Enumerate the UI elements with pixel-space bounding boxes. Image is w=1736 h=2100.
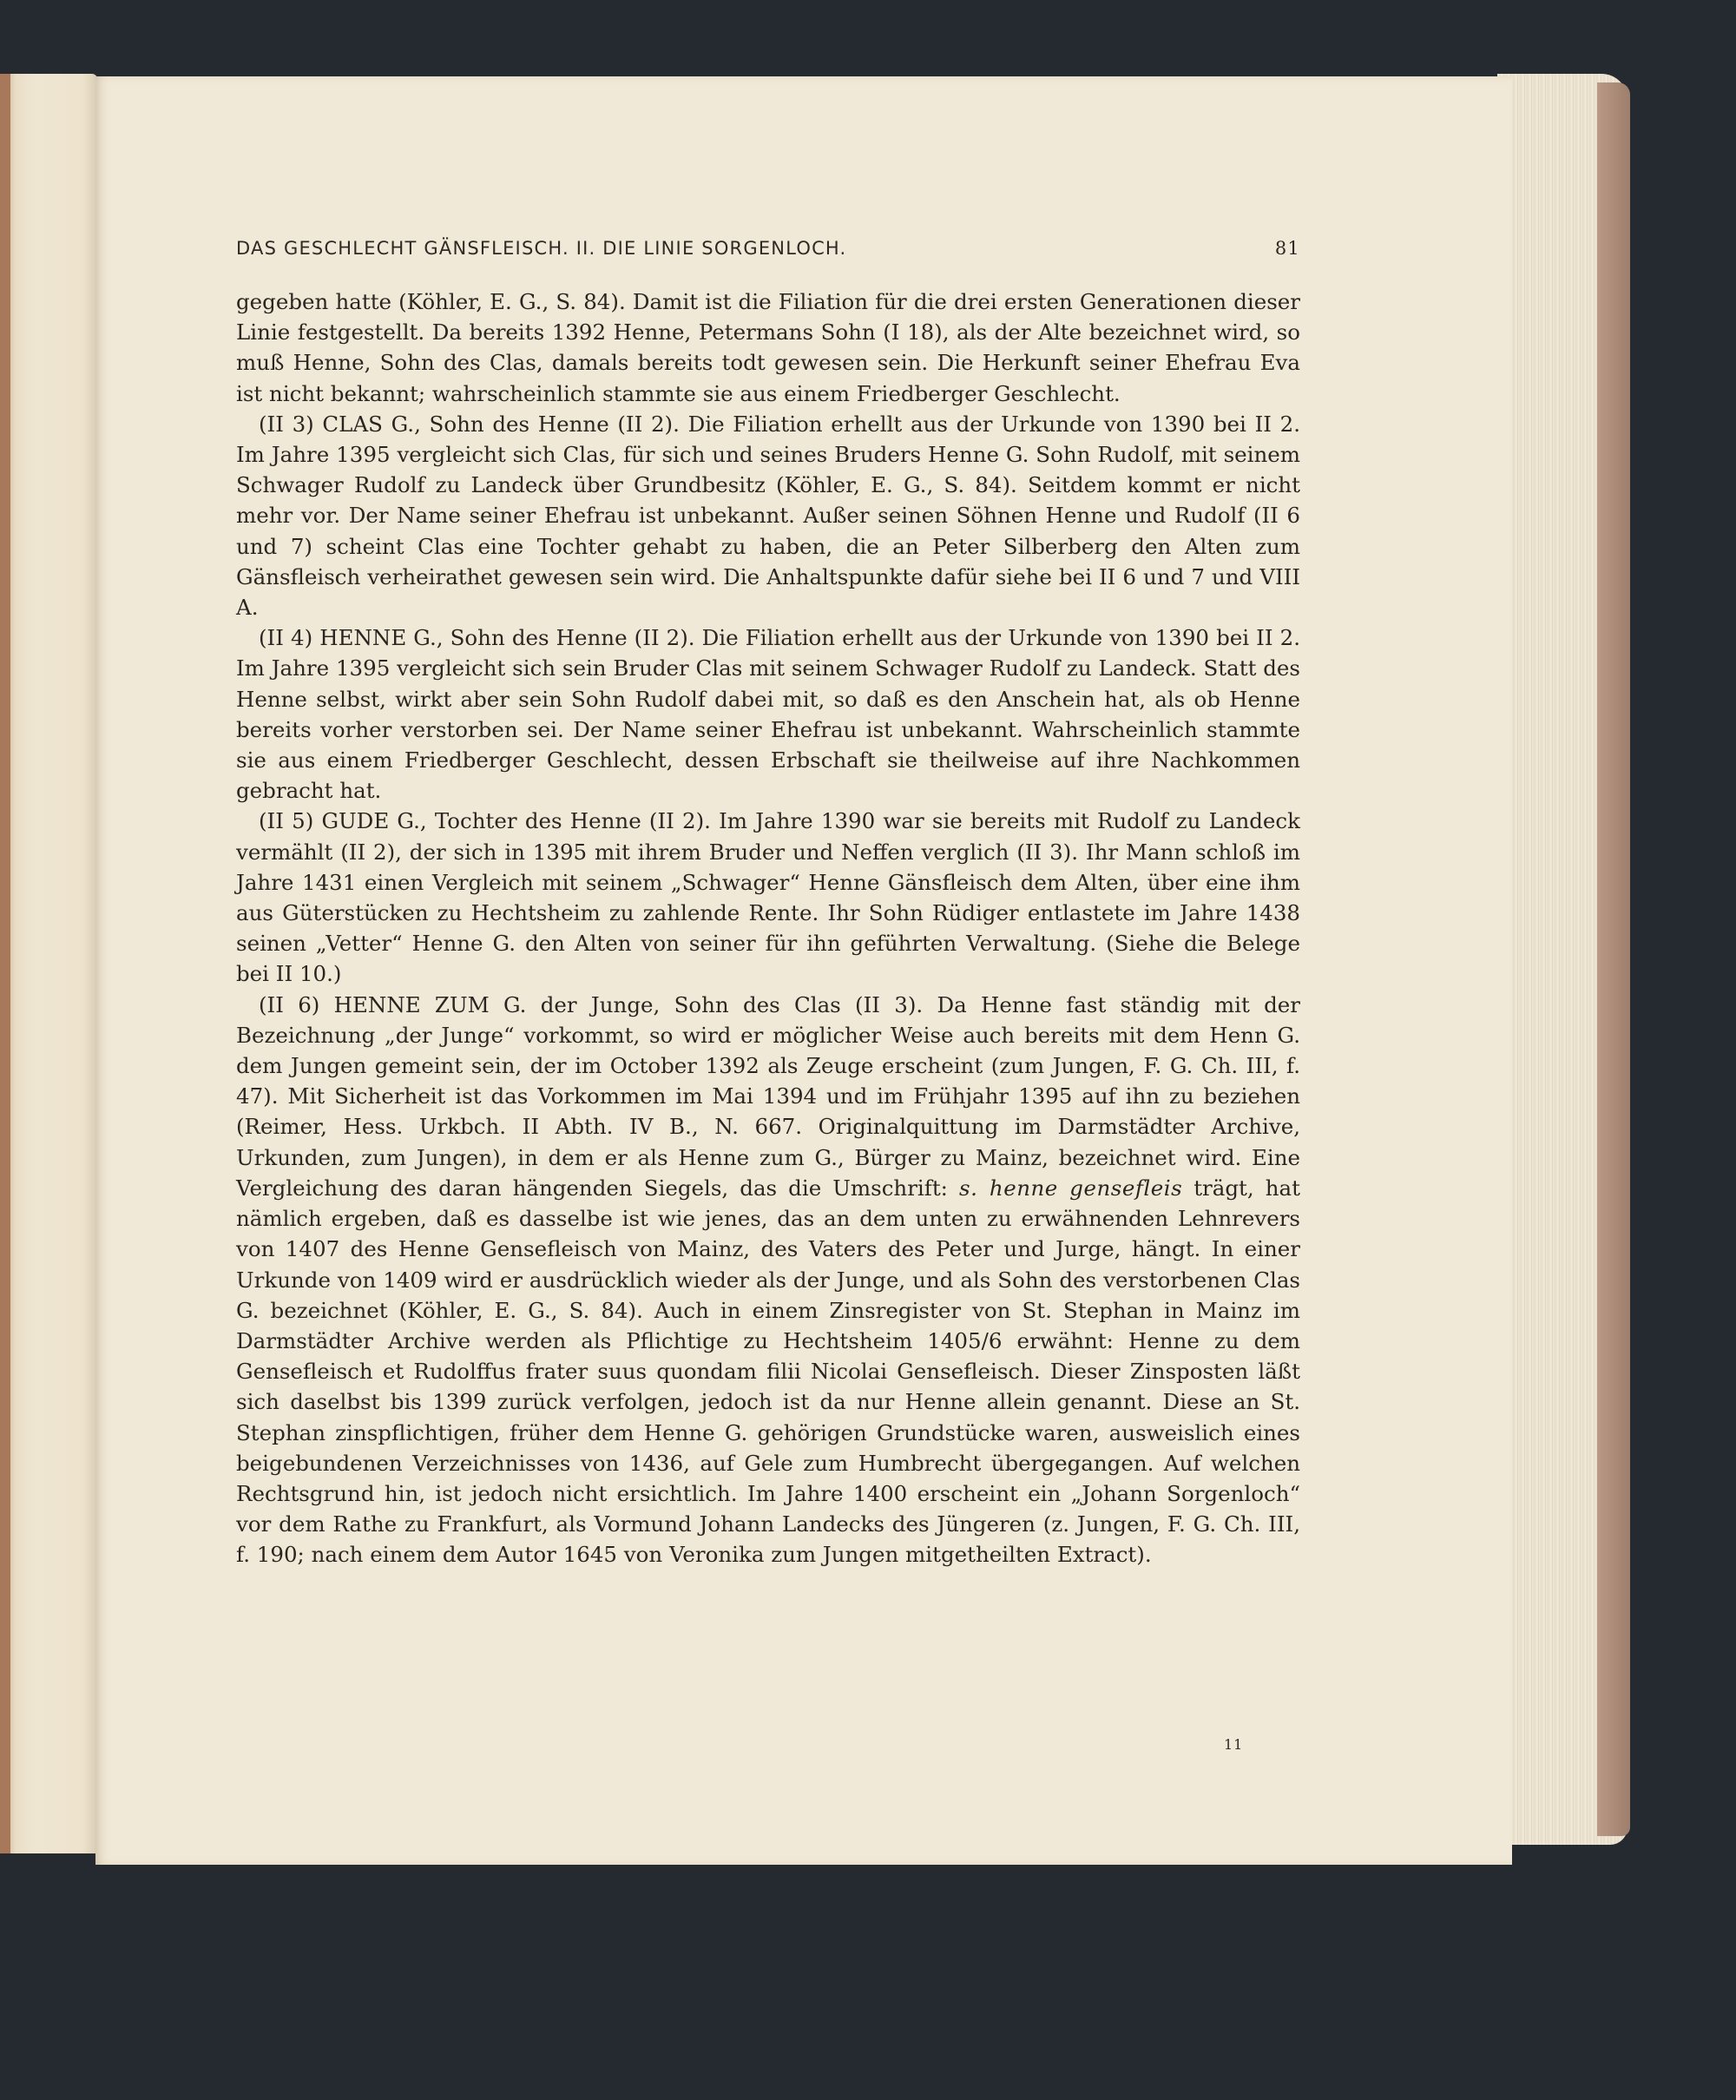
body-text <box>236 286 1300 1570</box>
left-page-edge <box>0 74 97 1853</box>
recto-page <box>95 76 1512 1865</box>
book-cover-board <box>1597 82 1630 1836</box>
paragraph-ii6-henne-der-junge <box>236 990 1300 1570</box>
paragraph-continuation: gegeben hatte (Köhler, E. G., S. 84). Damit ist die Filiation für die drei ersten Generationen dieser Linie festgestellt. Da bereits 1392 Henne, Petermans Sohn (I 18), als der Alte bezeichnet wird, so muß Henne, Sohn des Clas, damals bereits todt gewesen sein. Die Herkunft seiner Ehefrau Eva ist nicht bekannt; wahrscheinlich stammte sie aus einem Friedberger Geschlecht. <box>236 289 1300 406</box>
paragraph-ii6-text-after: trägt, hat nämlich ergeben, daß es dasselbe ist wie jenes, das an dem unten zu erwähnenden Lehnrevers von 1407 des Henne Gensefleisch von Mainz, des Vaters des Peter und Jurge, hängt. In einer Urkunde von 1409 wird er ausdrücklich wieder als der Junge, und als Sohn des verstorbenen Clas G. bezeichnet (Köhler, E. G., S. 84). Auch in einem Zinsregister von St. Stephan in Mainz im Darmstädter Archive werden als Pflichtige zu Hechtsheim 1405/6 erwähnt: Henne zu dem Gensefleisch et Rudolffus frater suus quondam filii Nicolai Gensefleisch. Dieser Zinsposten läßt sich daselbst bis 1399 zurück verfolgen, jedoch ist da nur Henne allein genannt. Diese an St. Stephan zinspflichtigen, früher dem Henne G. gehörigen Grundstücke waren, ausweislich eines beigebundenen Verzeichnisses von 1436, auf Gele zum Humbrecht übergegangen. Auf welchen Rechtsgrund hin, ist jedoch nicht ersichtlich. Im Jahre 1400 erscheint ein „Johann Sorgenloch“ vor dem Rathe zu Frankfurt, als Vormund Johann Landecks des Jüngeren (z. Jungen, F. G. Ch. III, f. 190; nach einem dem Autor 1645 von Veronika zum Jungen mitgetheilten Extract). <box>236 1175 1300 1568</box>
page-number: 81 <box>1274 238 1300 259</box>
seal-inscription-blackletter: s. henne gensefleis <box>959 1175 1183 1201</box>
running-head <box>236 238 1300 273</box>
signature-mark: 11 <box>1224 1736 1244 1753</box>
paragraph-ii3-clas: (II 3) CLAS G., Sohn des Henne (II 2). Die Filiation erhellt aus der Urkunde von 1390 bei II 2. Im Jahre 1395 vergleicht sich Clas, für sich und seines Bruders Henne G. Sohn Rudolf, mit seinem Schwager Rudolf zu Landeck über Grundbesitz (Köhler, E. G., S. 84). Seitdem kommt er nicht mehr vor. Der Name seiner Ehefrau ist unbekannt. Außer seinen Söhnen Henne und Rudolf (II 6 und 7) scheint Clas eine Tochter gehabt zu haben, die an Peter Silberberg den Alten zum Gänsfleisch verheirathet gewesen sein wird. Die Anhaltspunkte dafür siehe bei II 6 und 7 und VIII A. <box>236 411 1300 621</box>
paragraph-ii4-henne: (II 4) HENNE G., Sohn des Henne (II 2). Die Filiation erhellt aus der Urkunde von 1390 bei II 2. Im Jahre 1395 vergleicht sich sein Bruder Clas mit seinem Schwager Rudolf zu Landeck. Statt des Henne selbst, wirkt aber sein Sohn Rudolf dabei mit, so daß es den Anschein hat, als ob Henne bereits vorher verstorben sei. Der Name seiner Ehefrau ist unbekannt. Wahrscheinlich stammte sie aus einem Friedberger Geschlecht, dessen Erbschaft sie theilweise auf ihre Nachkommen gebracht hat. <box>236 625 1300 804</box>
running-head-title: DAS GESCHLECHT GÄNSFLEISCH. II. DIE LINIE SORGENLOCH. <box>236 238 847 259</box>
paragraph-ii5-gude: (II 5) GUDE G., Tochter des Henne (II 2). Im Jahre 1390 war sie bereits mit Rudolf zu Landeck vermählt (II 2), der sich in 1395 mit ihrem Bruder und Neffen verglich (II 3). Ihr Mann schloß im Jahre 1431 einen Vergleich mit seinem „Schwager“ Henne Gänsfleisch dem Alten, über eine ihm aus Güterstücken zu Hechtsheim zu zahlende Rente. Ihr Sohn Rüdiger entlastete im Jahre 1438 seinen „Vetter“ Henne G. den Alten von seiner für ihn geführten Verwaltung. (Siehe die Belege bei II 10.) <box>236 808 1300 987</box>
text-block <box>236 238 1300 1570</box>
paragraph-ii6-text-before: (II 6) HENNE ZUM G. der Junge, Sohn des Clas (II 3). Da Henne fast ständig mit der Bezeichnung „der Junge“ vorkommt, so wird er möglicher Weise auch bereits mit dem Henn G. dem Jungen gemeint sein, der im October 1392 als Zeuge erscheint (zum Jungen, F. G. Ch. III, f. 47). Mit Sicherheit ist das Vorkommen im Mai 1394 und im Frühjahr 1395 auf ihn zu beziehen (Reimer, Hess. Urkbch. II Abth. IV B., N. 667. Originalquittung im Darmstädter Archive, Urkunden, zum Jungen), in dem er als Henne zum G., Bürger zu Mainz, bezeichnet wird. Eine Vergleichung des daran hängenden Siegels, das die Umschrift: <box>236 991 1300 1201</box>
